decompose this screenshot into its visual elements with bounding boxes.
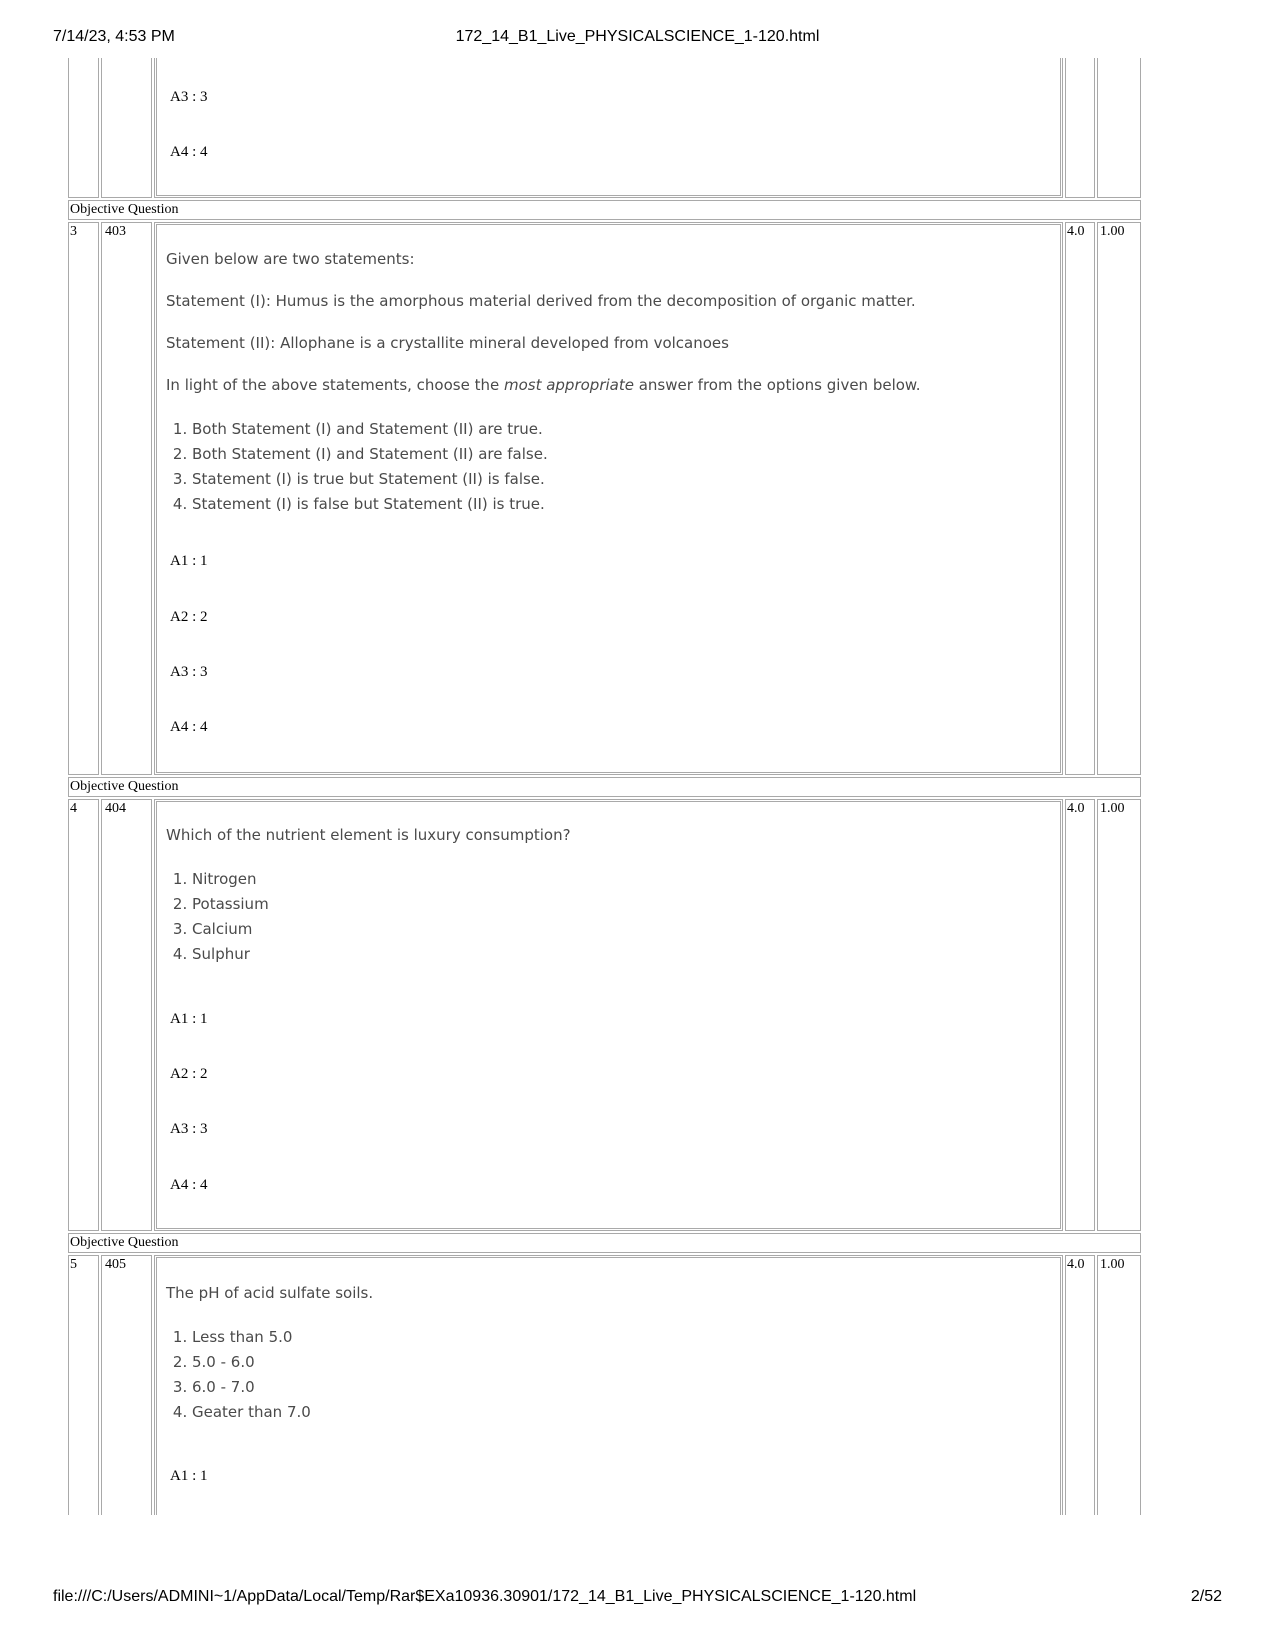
- q5-option-1: 1. Less than 5.0: [192, 1325, 1066, 1350]
- q5-serial: 5: [70, 1257, 77, 1272]
- q3-marks: 4.0: [1067, 224, 1085, 239]
- q4-serial: 4: [70, 801, 77, 816]
- q3-question-text: [166, 249, 1066, 517]
- q4-option-1: 1. Nitrogen: [192, 867, 1066, 892]
- q4-type-row: [68, 777, 1141, 797]
- q3-marks-cell: [1065, 222, 1095, 775]
- q4-question-text: [166, 825, 1066, 967]
- q4-neg-cell: [1097, 799, 1141, 1231]
- q4-answer-2: A2 : 2: [170, 1066, 208, 1082]
- prev-marks-cell: [1065, 58, 1095, 198]
- q5-option-3: 3. 6.0 - 7.0: [192, 1375, 1066, 1400]
- q3-qid-cell: [101, 222, 152, 775]
- prev-content-cell: [154, 58, 1063, 198]
- q3-question-id: 403: [105, 224, 126, 239]
- q4-marks: 4.0: [1067, 801, 1085, 816]
- q5-qid-cell: [101, 1255, 152, 1515]
- prev-qid-cell: [101, 58, 152, 198]
- q4-question: Which of the nutrient element is luxury consumption?: [166, 826, 571, 844]
- q4-option-2: 2. Potassium: [192, 892, 1066, 917]
- q4-options: [166, 867, 1066, 967]
- q4-answer-3: A3 : 3: [170, 1121, 208, 1137]
- q5-answer-1: A1 : 1: [170, 1468, 208, 1484]
- q3-option-4: 4. Statement (I) is false but Statement (II) is true.: [192, 492, 1066, 517]
- q3-serial: 3: [70, 224, 77, 239]
- q3-option-1: 1. Both Statement (I) and Statement (II) are true.: [192, 417, 1066, 442]
- q4-answer-4: A4 : 4: [170, 1177, 208, 1193]
- q3-options: [166, 417, 1066, 517]
- q3-intro: Given below are two statements:: [166, 250, 415, 268]
- print-footer: [0, 1588, 1275, 1610]
- q3-answer-4: A4 : 4: [170, 719, 208, 735]
- q3-statement-2: Statement (II): Allophane is a crystallite mineral developed from volcanoes: [166, 334, 729, 352]
- print-header: [0, 28, 1275, 50]
- q3-answer-2: A2 : 2: [170, 609, 208, 625]
- q3-sno-cell: [68, 222, 99, 775]
- print-datetime: 7/14/23, 4:53 PM: [53, 28, 175, 45]
- q4-question-id: 404: [105, 801, 126, 816]
- q3-type-label: Objective Question: [70, 202, 179, 217]
- q3-type-row: [68, 200, 1141, 220]
- q5-option-4: 4. Geater than 7.0: [192, 1400, 1066, 1425]
- q4-sno-cell: [68, 799, 99, 1231]
- q3-answer-1: A1 : 1: [170, 553, 208, 569]
- q3-neg-cell: [1097, 222, 1141, 775]
- q4-negative-marks: 1.00: [1100, 801, 1125, 816]
- q3-negative-marks: 1.00: [1100, 224, 1125, 239]
- q5-neg-cell: [1097, 1255, 1141, 1515]
- q3-instruction: In light of the above statements, choose the most appropriate answer from the options given below.: [166, 376, 921, 394]
- q5-negative-marks: 1.00: [1100, 1257, 1125, 1272]
- print-title: 172_14_B1_Live_PHYSICALSCIENCE_1-120.html: [455, 28, 820, 45]
- q4-option-3: 3. Calcium: [192, 917, 1066, 942]
- q5-type-row: [68, 1233, 1141, 1253]
- q3-statement-1: Statement (I): Humus is the amorphous material derived from the decomposition of organic matter.: [166, 292, 916, 310]
- page-number: 2/52: [1190, 1588, 1222, 1605]
- q4-option-4: 4. Sulphur: [192, 942, 1066, 967]
- prev-sno-cell: [68, 58, 99, 198]
- q4-qid-cell: [101, 799, 152, 1231]
- print-file-path: file:///C:/Users/ADMINI~1/AppData/Local/Temp/Rar$EXa10936.30901/172_14_B1_Live_PHYSICALSCIENCE_1-120.html: [53, 1588, 917, 1605]
- q5-options: [166, 1325, 1066, 1425]
- q5-option-2: 2. 5.0 - 6.0: [192, 1350, 1066, 1375]
- q3-option-2: 2. Both Statement (I) and Statement (II) are false.: [192, 442, 1066, 467]
- q5-type-label: Objective Question: [70, 1235, 179, 1250]
- q5-marks: 4.0: [1067, 1257, 1085, 1272]
- q3-option-3: 3. Statement (I) is true but Statement (II) is false.: [192, 467, 1066, 492]
- q5-sno-cell: [68, 1255, 99, 1515]
- q4-answer-1: A1 : 1: [170, 1011, 208, 1027]
- q5-question-text: [166, 1283, 1066, 1425]
- q4-marks-cell: [1065, 799, 1095, 1231]
- q3-instruction-emphasis: most appropriate: [503, 376, 634, 394]
- q5-question-id: 405: [105, 1257, 126, 1272]
- q5-marks-cell: [1065, 1255, 1095, 1515]
- prev-answer-4: A4 : 4: [170, 144, 208, 160]
- prev-neg-cell: [1097, 58, 1141, 198]
- q5-question: The pH of acid sulfate soils.: [166, 1284, 374, 1302]
- q3-answer-3: A3 : 3: [170, 664, 208, 680]
- q4-type-label: Objective Question: [70, 779, 179, 794]
- prev-answer-3: A3 : 3: [170, 89, 208, 105]
